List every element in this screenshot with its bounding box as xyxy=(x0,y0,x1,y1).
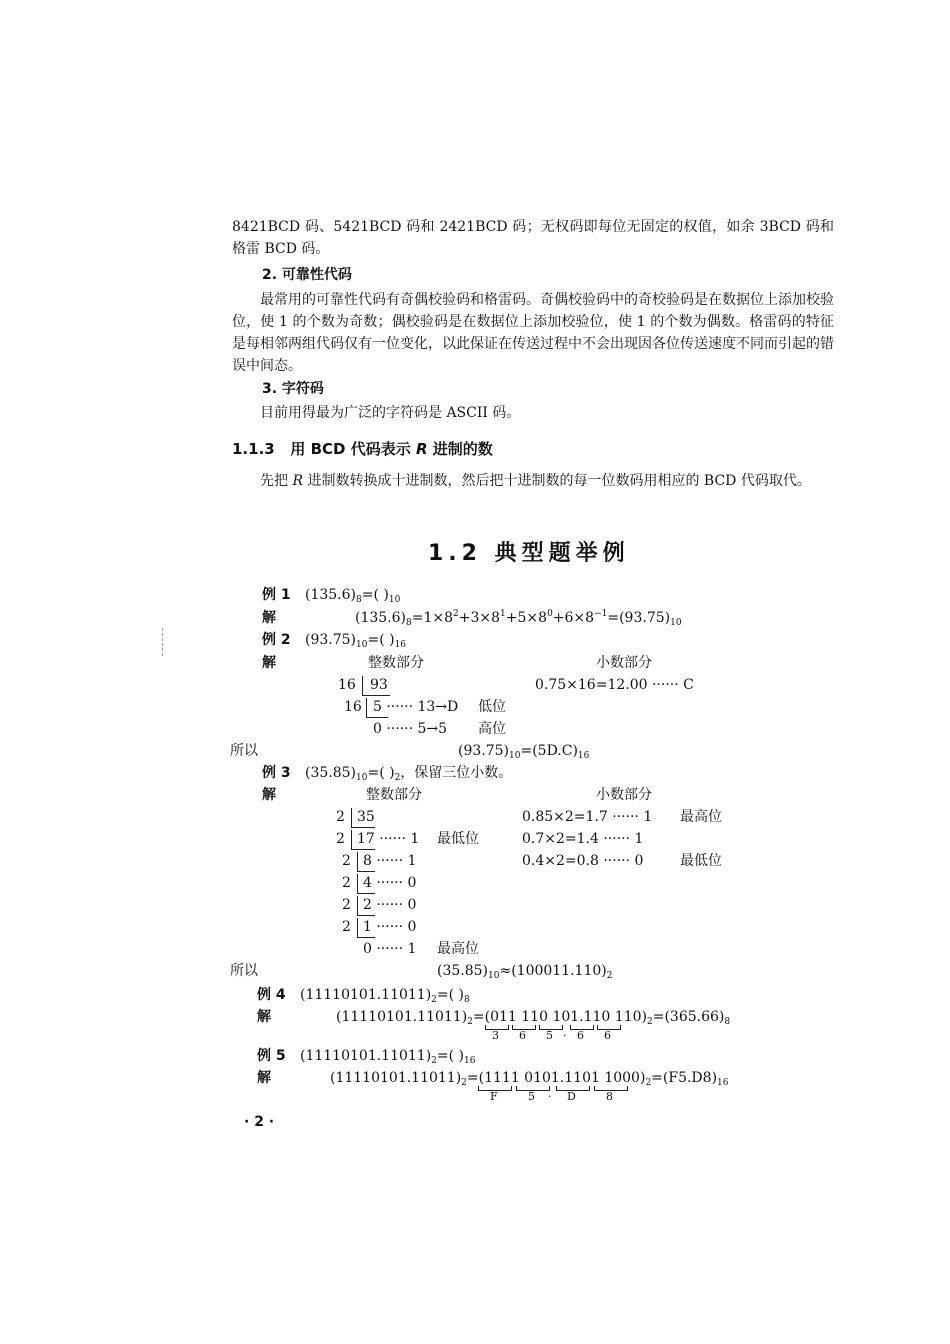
ex1-a-part: =(93.75) xyxy=(607,610,671,626)
ex2-res: (93.75) xyxy=(458,743,510,759)
ex3-quotient: 1 ······ 0 xyxy=(363,919,417,935)
paragraph-bcd-codes: 8421BCD 码、5421BCD 码和 2421BCD 码；无权码即每位无固定的权值，如余 3BCD 码和格雷 BCD 码。 xyxy=(232,219,834,257)
ex5-a-sub2: 2 xyxy=(645,1078,652,1088)
section-heading-113 xyxy=(232,439,493,459)
ex3-frac-step: 0.7×2=1.4 ······ 1 xyxy=(522,831,644,847)
ex3-division-bar xyxy=(357,918,358,938)
ex2-q: (93.75) xyxy=(305,632,357,648)
ex4-a-sub: 2 xyxy=(467,1017,473,1027)
ex3-division-line xyxy=(351,849,375,850)
ex1-q-eq: =( ) xyxy=(361,587,389,603)
ex2-res-sub2: 16 xyxy=(577,751,590,761)
ex2-frac-step: 0.75×16=12.00 ······ C xyxy=(535,677,694,693)
ex2-last-quotient: 0 ······ 5→5 xyxy=(373,721,448,737)
ex1-a-exp: 1 xyxy=(500,609,506,619)
ex3-divisor: 2 xyxy=(342,897,351,913)
ex3-int-highest-label: 最高位 xyxy=(437,941,479,957)
ex3-divisor: 2 xyxy=(342,875,351,891)
ex2-division-bar xyxy=(366,698,367,718)
ex3-quotient: 8 ······ 1 xyxy=(363,853,417,869)
ex3-q-sub: 10 xyxy=(356,773,368,783)
ex3-res-sub: 10 xyxy=(488,971,500,981)
ex3-frac-step: 0.4×2=0.8 ······ 0 xyxy=(522,853,644,869)
ex3-sol-label: 解 xyxy=(262,787,276,803)
ex5-answer xyxy=(330,1068,728,1088)
ex3-division-bar xyxy=(357,896,358,916)
ex4-octal-digit: 6 xyxy=(604,1029,611,1042)
ex1-a-part: +6×8 xyxy=(552,610,595,626)
page-number: · 2 · xyxy=(244,1114,275,1130)
ex3-quotient: 17 ······ 1 xyxy=(357,831,420,847)
ex5-a-mid: =(1111 0101.1101 1000) xyxy=(466,1070,646,1086)
ex3-divisor: 2 xyxy=(342,853,351,869)
ex3-result xyxy=(437,961,612,981)
ex2-quotient: 5 ······ 13→D xyxy=(373,699,459,715)
scan-artifact xyxy=(162,628,163,656)
ex3-q-sub2: 2 xyxy=(394,773,401,783)
ex3-q-eq: =( ) xyxy=(367,765,395,781)
ex3-frac-part-header: 小数部分 xyxy=(596,787,652,803)
ex4-a-res: =(365.66) xyxy=(652,1009,725,1025)
ex3-frac-lowest-label: 最低位 xyxy=(680,853,722,869)
ex2-res-sub: 10 xyxy=(509,751,521,761)
ex2-high-label: 高位 xyxy=(478,721,506,737)
ex3-res-sub2: 2 xyxy=(606,971,613,981)
ex1-answer xyxy=(355,608,682,628)
heading-reliability-code: 2. 可靠性代码 xyxy=(262,267,352,283)
ex5-question xyxy=(300,1046,475,1066)
ex4-octal-digit: 6 xyxy=(577,1029,584,1042)
ex2-low-label: 低位 xyxy=(478,699,506,715)
ex3-res: (35.85) xyxy=(437,963,489,979)
ex1-sol-label: 解 xyxy=(262,610,276,626)
ex3-division-bar xyxy=(357,874,358,894)
ex5-a-sub: 2 xyxy=(461,1078,467,1088)
ex5-hex-digit: F xyxy=(490,1090,498,1103)
ex5-q-sub2: 16 xyxy=(464,1056,476,1066)
section-title-r: R xyxy=(415,440,428,458)
ex5-label: 例 5 xyxy=(257,1048,286,1064)
ex2-so-label: 所以 xyxy=(230,743,258,759)
ex3-dividend: 35 xyxy=(357,809,375,825)
ex3-so-label: 所以 xyxy=(230,963,258,979)
ex3-division-bar xyxy=(351,830,352,850)
ex1-a-exp: 2 xyxy=(453,609,459,619)
ex3-q: (35.85) xyxy=(305,765,357,781)
ex2-label: 例 2 xyxy=(262,632,291,648)
ex1-a-part: +5×8 xyxy=(505,610,548,626)
ex5-hex-point: · xyxy=(548,1090,552,1103)
ex3-division-bar xyxy=(351,808,352,828)
chapter-title: 1.2 典型题举例 xyxy=(428,541,630,566)
ex4-q: (11110101.11011) xyxy=(300,987,432,1003)
ex1-q-sub: 8 xyxy=(356,595,362,605)
ex4-q-eq: =( ) xyxy=(436,987,465,1003)
ex5-q-eq: =( ) xyxy=(436,1048,465,1064)
ex3-division-line xyxy=(357,893,375,894)
ex2-q-sub: 10 xyxy=(356,640,368,650)
ex5-hex-digit: 8 xyxy=(606,1090,613,1103)
ex3-divisor: 2 xyxy=(336,809,345,825)
ex5-a-pre: (11110101.11011) xyxy=(330,1070,462,1086)
ex1-a-exp: −1 xyxy=(594,609,608,619)
ex1-a-part: =1×8 xyxy=(411,610,454,626)
ex2-question xyxy=(305,630,406,650)
paragraph-character-code: 目前用得最为广泛的字符码是 ASCII 码。 xyxy=(260,405,521,421)
ex3-divisor: 2 xyxy=(336,831,345,847)
ex1-q: (135.6) xyxy=(305,587,357,603)
paragraph-bcd-representation xyxy=(232,470,834,492)
section-number: 1.1.3 xyxy=(232,440,275,458)
ex3-quotient: 2 ······ 0 xyxy=(363,897,417,913)
ex1-a-sub: 8 xyxy=(406,618,412,628)
ex3-division-bar xyxy=(357,852,358,872)
ex3-division-line xyxy=(351,827,375,828)
ex5-sol-label: 解 xyxy=(257,1070,271,1086)
ex1-a-part: +3×8 xyxy=(458,610,501,626)
ex4-sol-label: 解 xyxy=(257,1009,271,1025)
ex2-divisor: 16 xyxy=(338,677,356,693)
ex3-division-line xyxy=(357,937,375,938)
ex4-a-pre: (11110101.11011) xyxy=(336,1009,468,1025)
ex1-a-sub2: 10 xyxy=(670,618,682,628)
ex2-division-line xyxy=(366,717,388,718)
ex5-a-res: =(F5.D8) xyxy=(651,1070,718,1086)
ex2-result xyxy=(458,741,589,761)
ex2-dividend: 93 xyxy=(370,677,388,693)
ex4-octal-point: · xyxy=(563,1029,567,1042)
ex4-octal-digit: 5 xyxy=(546,1029,553,1042)
ex3-int-lowest-label: 最低位 xyxy=(437,831,479,847)
p4-r: R xyxy=(292,473,303,489)
ex3-quotient: 4 ······ 0 xyxy=(363,875,417,891)
section-title-pre: 用 BCD 代码表示 xyxy=(290,440,416,458)
ex4-q-sub: 2 xyxy=(431,995,437,1005)
ex4-question xyxy=(300,985,470,1005)
ex3-int-part-header: 整数部分 xyxy=(366,787,422,803)
ex2-int-part-header: 整数部分 xyxy=(368,655,424,671)
ex2-divisor: 16 xyxy=(344,699,362,715)
ex4-octal-digit: 6 xyxy=(519,1029,526,1042)
ex1-a-pre: (135.6) xyxy=(355,610,407,626)
ex4-a-mid: =(011 110 101.110 110) xyxy=(472,1009,647,1025)
heading-character-code: 3. 字符码 xyxy=(262,381,324,397)
ex1-label: 例 1 xyxy=(262,587,291,603)
ex2-sol-label: 解 xyxy=(262,655,276,671)
p4-pre: 先把 xyxy=(260,473,293,489)
ex3-divisor: 2 xyxy=(342,919,351,935)
ex3-label: 例 3 xyxy=(262,765,291,781)
ex5-hex-digit: 5 xyxy=(528,1090,535,1103)
ex3-question xyxy=(305,763,512,783)
ex5-q: (11110101.11011) xyxy=(300,1048,432,1064)
ex2-res-eq: =(5D.C) xyxy=(520,743,578,759)
ex3-res-eq: ≈(100011.110) xyxy=(499,963,607,979)
p4-post: 进制数转换成十进制数，然后把十进制数的每一位数码用相应的 BCD 代码取代。 xyxy=(303,473,811,489)
ex2-frac-part-header: 小数部分 xyxy=(596,655,652,671)
ex3-q-tail: ，保留三位小数。 xyxy=(400,765,513,781)
ex4-answer xyxy=(336,1007,730,1027)
ex1-question xyxy=(305,585,400,605)
ex3-frac-highest-label: 最高位 xyxy=(680,809,722,825)
ex5-hex-digit: D xyxy=(567,1090,576,1103)
section-title-post: 进制的数 xyxy=(427,440,493,458)
paragraph-reliability-code: 最常用的可靠性代码有奇偶校验码和格雷码。奇偶校验码中的奇校验码是在数据位上添加校验位，使 1 的个数为奇数；偶校验码是在数据位上添加校验位，使 1 的个数为偶数。格雷码的特征是每相邻两组代码仅有一位变化，以此保证在传送过程中不会出现因各位传送速度不同而引起的错误中间态。 xyxy=(232,292,834,374)
ex4-a-sub2: 2 xyxy=(646,1017,653,1027)
ex4-label: 例 4 xyxy=(257,987,286,1003)
ex5-q-sub: 2 xyxy=(431,1056,437,1066)
ex3-division-line xyxy=(357,915,375,916)
ex2-q-sub2: 16 xyxy=(394,640,407,650)
ex4-octal-digit: 3 xyxy=(492,1029,499,1042)
ex5-a-sub3: 16 xyxy=(717,1078,729,1088)
ex1-q-sub2: 10 xyxy=(388,595,401,605)
ex1-a-exp: 0 xyxy=(547,609,553,619)
ex2-division-bar xyxy=(362,676,363,696)
ex2-q-eq: =( ) xyxy=(367,632,395,648)
ex4-a-sub3: 8 xyxy=(724,1017,731,1027)
ex3-frac-step: 0.85×2=1.7 ······ 1 xyxy=(522,809,653,825)
ex4-q-sub2: 8 xyxy=(464,995,470,1005)
ex2-division-line xyxy=(362,695,390,696)
ex3-last-quotient: 0 ······ 1 xyxy=(363,941,417,957)
ex3-division-line xyxy=(357,871,375,872)
